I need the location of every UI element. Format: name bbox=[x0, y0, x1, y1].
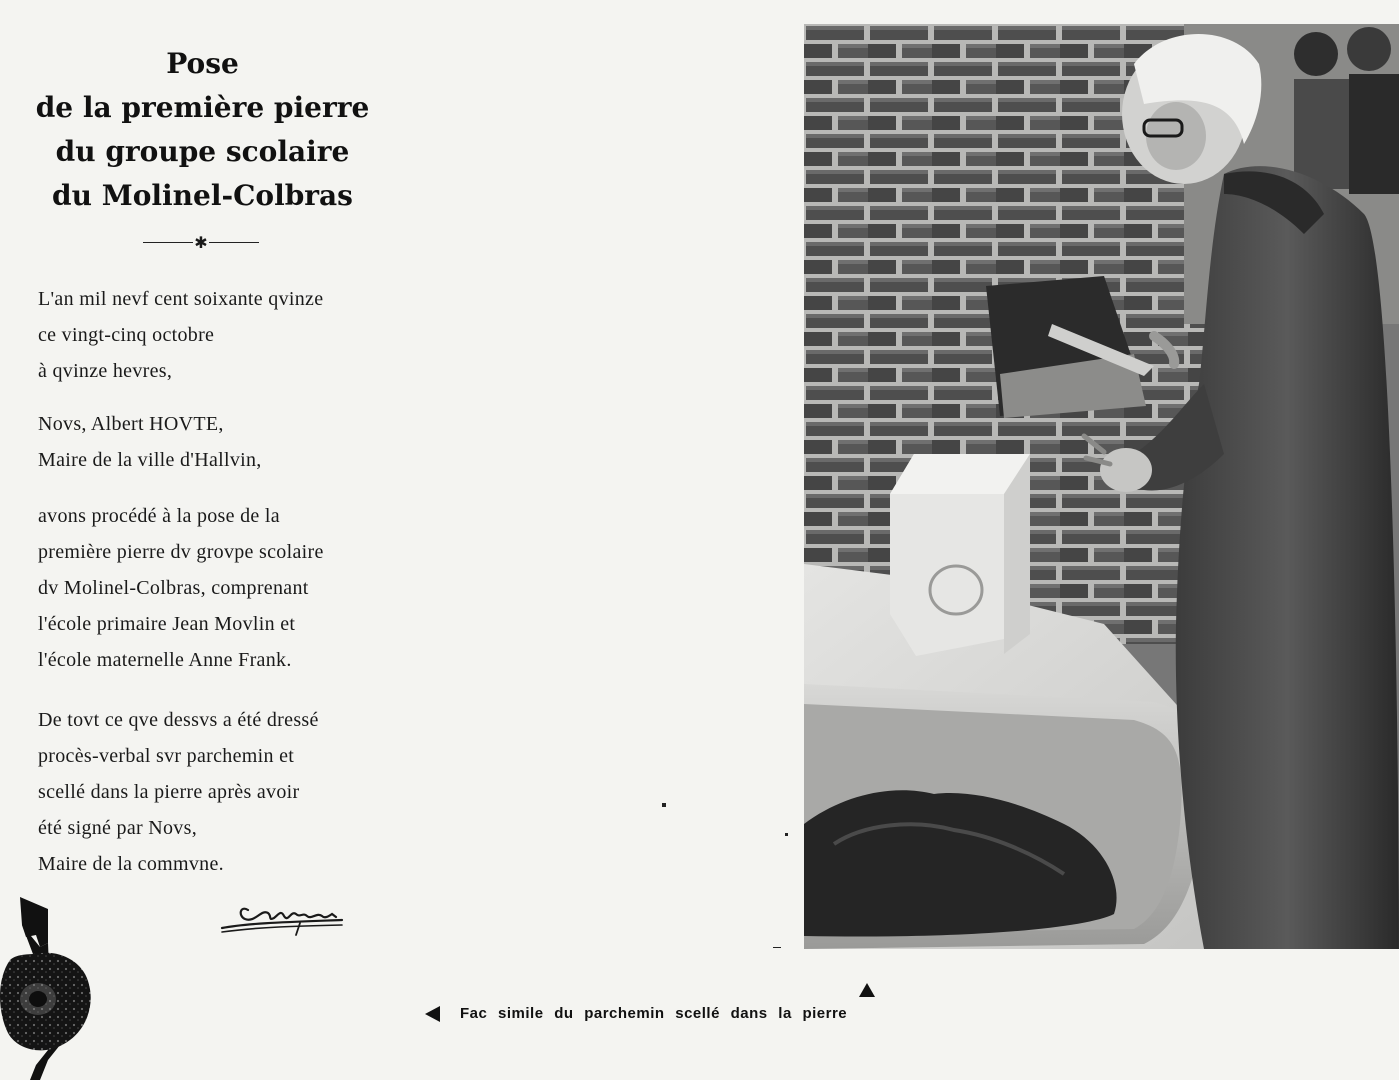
mayor-signature bbox=[218, 896, 346, 938]
asterisk-icon: ✱ bbox=[194, 235, 208, 252]
title-line-4: du Molinel-Colbras bbox=[52, 179, 353, 212]
wax-seal-icon bbox=[0, 895, 100, 1080]
text-line: De tovt ce qve dessvs a été dressé bbox=[38, 709, 319, 731]
paragraph-ceremony bbox=[38, 498, 383, 678]
paragraph-record bbox=[38, 702, 383, 882]
title-line-3: du groupe scolaire bbox=[55, 135, 350, 168]
print-speck bbox=[662, 803, 666, 807]
paragraph-mayor bbox=[38, 406, 383, 478]
text-line: à qvinze hevres, bbox=[38, 360, 173, 382]
text-line: ce vingt-cinq octobre bbox=[38, 324, 215, 346]
text-line: Maire de la ville d'Hallvin, bbox=[38, 449, 262, 471]
triangle-up-icon bbox=[858, 982, 876, 998]
text-line: première pierre dv grovpe scolaire bbox=[38, 541, 324, 563]
title-divider bbox=[143, 236, 259, 250]
divider-line-left bbox=[143, 242, 193, 243]
paragraph-date bbox=[38, 281, 383, 389]
text-line: dv Molinel-Colbras, comprenant bbox=[38, 577, 309, 599]
ceremony-photo bbox=[804, 24, 1399, 949]
print-speck bbox=[773, 947, 781, 948]
title-line-1: Pose bbox=[166, 47, 239, 80]
text-line: procès-verbal svr parchemin et bbox=[38, 745, 295, 767]
page-title bbox=[20, 42, 385, 218]
text-line: scellé dans la pierre après avoir bbox=[38, 781, 300, 803]
triangle-left-icon bbox=[424, 1005, 442, 1023]
photo-caption bbox=[424, 1003, 894, 1025]
text-line: L'an mil nevf cent soixante qvinze bbox=[38, 288, 324, 310]
text-line: Novs, Albert HOVTE, bbox=[38, 413, 224, 435]
divider-line-right bbox=[209, 242, 259, 243]
title-line-2: de la première pierre bbox=[35, 91, 370, 124]
text-line: été signé par Novs, bbox=[38, 817, 197, 839]
print-speck bbox=[785, 833, 788, 836]
caption-text: Fac simile du parchemin scellé dans la pierre bbox=[460, 1005, 848, 1022]
text-line: avons procédé à la pose de la bbox=[38, 505, 280, 527]
text-line: l'école maternelle Anne Frank. bbox=[38, 649, 292, 671]
text-line: l'école primaire Jean Movlin et bbox=[38, 613, 296, 635]
ceremony-photo-illustration bbox=[804, 24, 1399, 949]
text-line: Maire de la commvne. bbox=[38, 853, 224, 875]
